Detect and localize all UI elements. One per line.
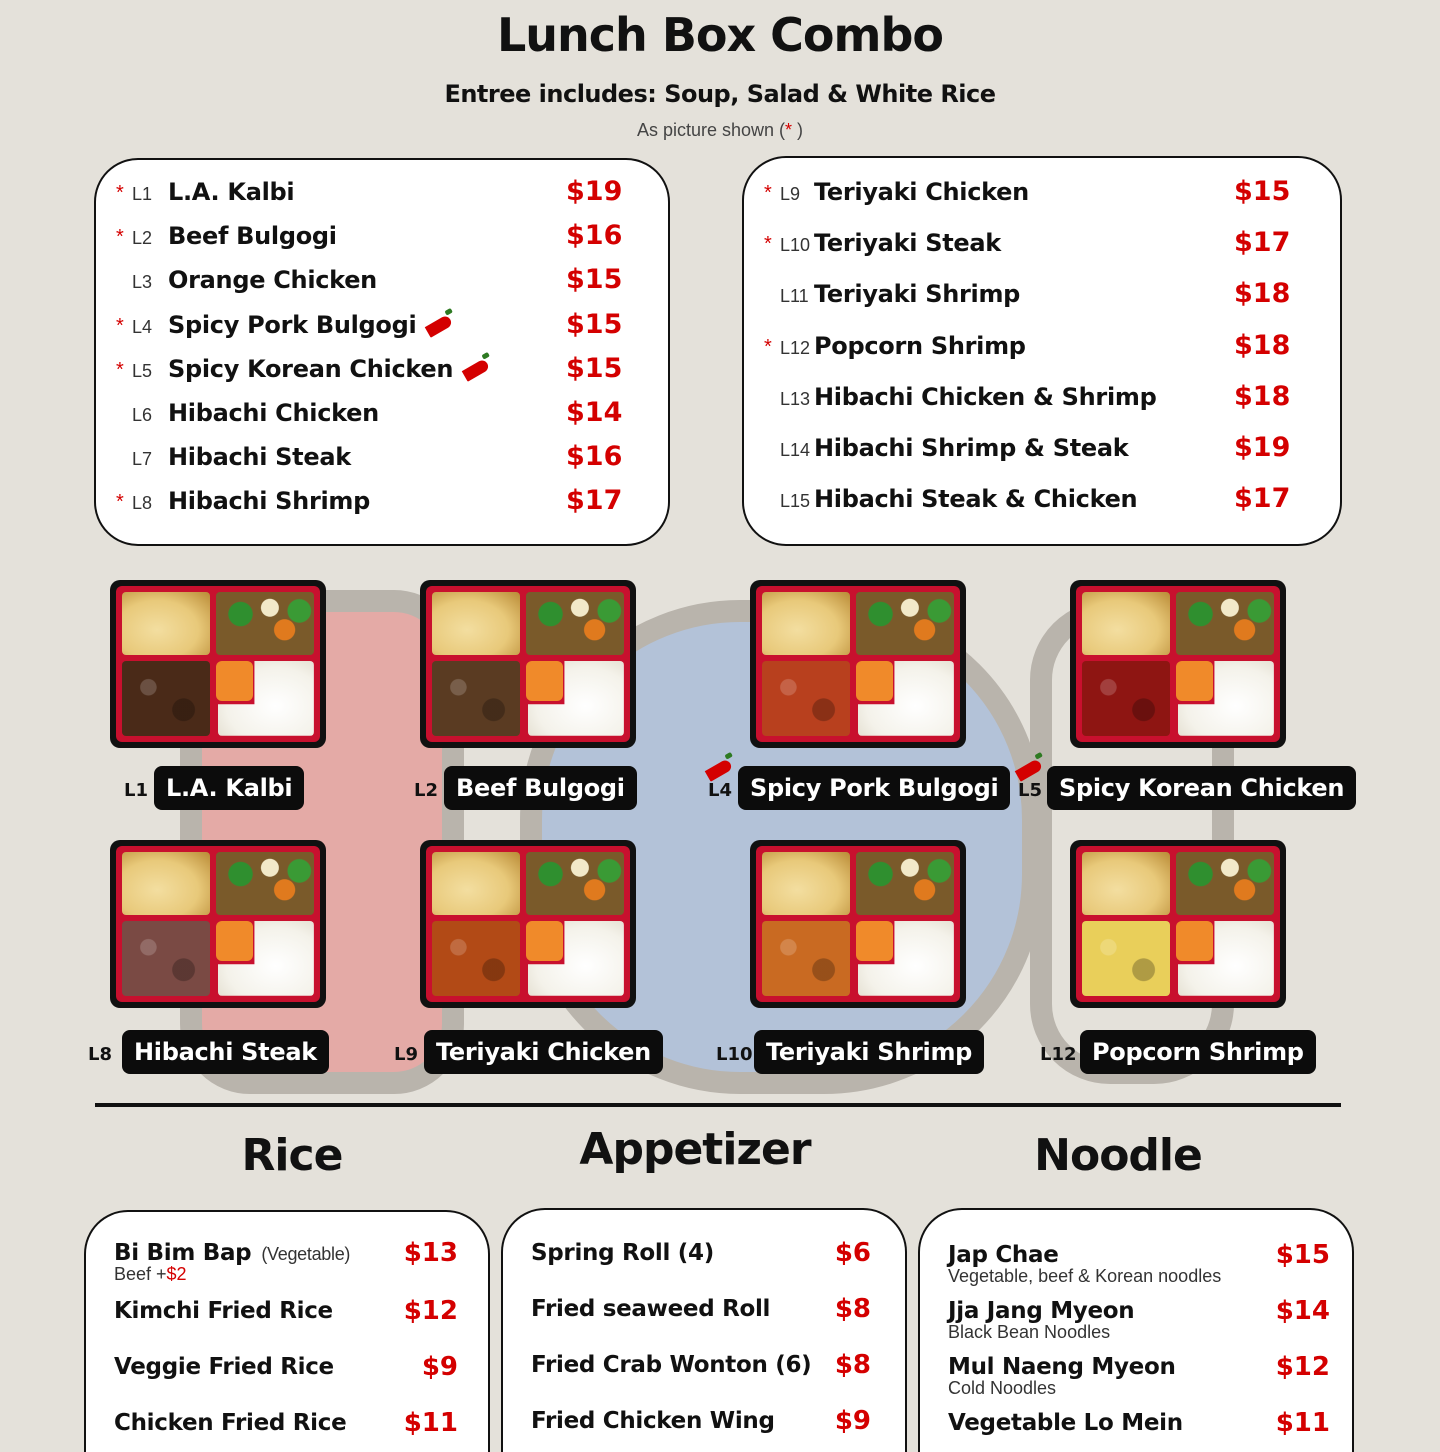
combo-price: $15: [566, 308, 623, 340]
combo-name: Teriyaki Chicken: [814, 178, 1029, 206]
combo-name: Hibachi Steak & Chicken: [814, 485, 1138, 514]
picture-label: Beef Bulgogi: [444, 766, 637, 810]
picture-code: L1: [124, 780, 148, 801]
combo-code: L4: [132, 316, 153, 337]
combo-code: L8: [132, 493, 153, 514]
bento-tray: [116, 586, 320, 742]
combo-code: L5: [132, 360, 153, 381]
section-title-rice: Rice: [241, 1130, 343, 1181]
bento-photo: [1070, 580, 1286, 748]
bento-tray: [1076, 846, 1280, 1002]
rice-item-price: $9: [421, 1352, 458, 1382]
combo-price: $16: [566, 220, 623, 252]
entree-compartment: [1082, 661, 1170, 736]
combo-code: L12: [780, 337, 811, 358]
combo-price: $17: [1234, 227, 1291, 259]
rice-item: [114, 1240, 458, 1285]
sauce-cup: [856, 921, 893, 962]
combo-code: L1: [132, 184, 153, 204]
noodle-item-sub: Black Bean Noodles: [948, 1322, 1111, 1342]
sauce-cup: [526, 661, 563, 702]
picture-note-suffix: ): [792, 120, 804, 140]
entree-compartment: [762, 921, 850, 996]
noodle-item: [948, 1354, 1330, 1399]
combo-star: *: [116, 314, 124, 337]
noodle-item-price: $12: [1275, 1352, 1330, 1382]
entree-compartment: [122, 661, 210, 736]
rice-item-price: $13: [403, 1238, 458, 1268]
noodle-item-name: Jja Jang Myeon: [948, 1298, 1135, 1324]
noodle-item: [948, 1242, 1330, 1287]
combo-row: [744, 280, 1340, 320]
rice-item-price: $12: [403, 1296, 458, 1326]
appetizer-item: [531, 1408, 871, 1434]
vegetable-compartment: [216, 592, 314, 654]
combo-name: Hibachi Chicken & Shrimp: [814, 382, 1157, 411]
bento-photo: [420, 840, 636, 1008]
sauce-cup: [216, 921, 253, 962]
combo-star: *: [116, 358, 124, 381]
chili-icon: [462, 358, 491, 381]
sauce-cup: [1176, 921, 1213, 962]
noodle-item-sub: Cold Noodles: [948, 1378, 1057, 1398]
rice-item: [114, 1410, 458, 1436]
vegetable-compartment: [1176, 592, 1274, 654]
noodle-item: [948, 1298, 1330, 1343]
combo-price: $15: [566, 264, 623, 296]
picture-label: Teriyaki Shrimp: [754, 1030, 984, 1074]
combo-star: *: [116, 226, 124, 249]
rice-item: [114, 1298, 458, 1324]
appetizer-item: [531, 1296, 871, 1322]
combo-name: [168, 355, 489, 383]
appetizer-item-name: Fried Crab Wonton (6): [531, 1352, 812, 1378]
section-divider: [95, 1103, 1341, 1107]
noodle-item-price: $15: [1275, 1240, 1330, 1270]
entree-compartment: [1082, 921, 1170, 996]
combo-menu-right: [742, 156, 1342, 546]
combo-row: [744, 380, 1340, 423]
rice-menu-box: [84, 1210, 490, 1452]
noodle-item-name: Vegetable Lo Mein: [948, 1410, 1183, 1436]
combo-row: [744, 485, 1340, 525]
dumpling-compartment: [432, 592, 520, 654]
combo-code: L10: [780, 235, 811, 256]
bento-tray: [1076, 586, 1280, 742]
picture-label: Spicy Pork Bulgogi: [738, 766, 1010, 810]
appetizer-item-price: $8: [834, 1350, 871, 1380]
dumpling-compartment: [1082, 592, 1170, 654]
combo-menu-left: [94, 158, 670, 546]
picture-code: L12: [1040, 1044, 1077, 1065]
bento-photo: [750, 580, 966, 748]
rice-item-name: [114, 1354, 458, 1380]
bento-photo: [420, 580, 636, 748]
combo-row: [744, 329, 1340, 372]
combo-name-text: Spicy Korean Chicken: [168, 354, 454, 383]
combo-star: *: [764, 233, 772, 256]
appetizer-item-name: Fried Chicken Wing: [531, 1408, 775, 1434]
combo-row: [96, 487, 668, 527]
combo-price: $19: [1234, 432, 1291, 463]
combo-price: $18: [1234, 278, 1291, 310]
combo-name-text: Spicy Pork Bulgogi: [168, 310, 417, 339]
combo-row: [744, 434, 1340, 474]
picture-note: [0, 120, 1440, 141]
bento-tray: [756, 846, 960, 1002]
noodle-item-name: Jap Chae: [948, 1242, 1059, 1268]
combo-row: [96, 443, 668, 483]
rice-item-name-text: Veggie Fried Rice: [114, 1354, 334, 1380]
combo-name: Popcorn Shrimp: [814, 331, 1026, 360]
picture-note-star: *: [785, 120, 793, 140]
rice-item-name-text: Chicken Fried Rice: [114, 1410, 347, 1436]
combo-star: *: [764, 182, 772, 204]
combo-name-text: Hibachi Chicken: [168, 399, 379, 427]
combo-name: [168, 311, 452, 339]
entree-compartment: [762, 661, 850, 736]
combo-code: L11: [780, 286, 809, 307]
appetizer-item: [531, 1240, 871, 1266]
combo-star: *: [116, 491, 124, 514]
rice-item-name-text: Kimchi Fried Rice: [114, 1298, 333, 1324]
entree-compartment: [122, 921, 210, 996]
sauce-cup: [856, 661, 893, 702]
noodle-item-sub: Vegetable, beef & Korean noodles: [948, 1266, 1222, 1286]
combo-row: [96, 178, 668, 218]
noodle-item: [948, 1410, 1330, 1436]
picture-code: L9: [394, 1044, 418, 1065]
combo-row: [96, 399, 668, 439]
rice-item-sub-prefix: Beef +: [114, 1264, 167, 1284]
bento-photo: [110, 580, 326, 748]
picture-code: L8: [88, 1044, 112, 1065]
combo-row: [96, 308, 668, 351]
combo-name: Teriyaki Shrimp: [814, 280, 1021, 309]
combo-code: L7: [132, 449, 153, 470]
rice-item-price: $11: [403, 1408, 458, 1438]
entree-compartment: [432, 661, 520, 736]
dumpling-compartment: [432, 852, 520, 914]
page-subtitle: Entree includes: Soup, Salad & White Rice: [444, 80, 996, 108]
appetizer-item: [531, 1352, 871, 1378]
combo-code: L2: [132, 228, 153, 249]
combo-code: L13: [780, 388, 811, 409]
combo-price: $18: [1234, 329, 1291, 361]
combo-name: Teriyaki Steak: [814, 229, 1001, 258]
picture-code: L5: [1018, 780, 1042, 801]
combo-price: $15: [1234, 176, 1291, 207]
combo-name-text: Hibachi Shrimp: [168, 487, 371, 516]
rice-item-note: (Vegetable): [261, 1244, 351, 1264]
page-title: Lunch Box Combo: [496, 8, 943, 62]
bento-tray: [756, 586, 960, 742]
picture-label: Hibachi Steak: [122, 1030, 329, 1074]
appetizer-item-price: $8: [834, 1294, 871, 1324]
picture-label: Popcorn Shrimp: [1080, 1030, 1316, 1074]
bento-photo: [1070, 840, 1286, 1008]
picture-code: L4: [708, 780, 732, 801]
section-title-noodle: Noodle: [1034, 1130, 1202, 1181]
appetizer-item-name: Spring Roll (4): [531, 1240, 714, 1266]
rice-item-name-text: Bi Bim Bap: [114, 1240, 252, 1266]
combo-code: L3: [132, 272, 153, 293]
bento-tray: [116, 846, 320, 1002]
appetizer-item-name: Fried seaweed Roll: [531, 1296, 771, 1322]
combo-price: $19: [566, 176, 623, 207]
picture-note-prefix: As picture shown (: [636, 120, 786, 140]
picture-label: L.A. Kalbi: [154, 766, 304, 810]
sauce-cup: [526, 921, 563, 962]
chili-icon: [425, 314, 454, 337]
noodle-item-price: $11: [1275, 1408, 1330, 1438]
entree-compartment: [432, 921, 520, 996]
noodle-menu-box: [918, 1208, 1354, 1452]
combo-name: [168, 266, 377, 294]
vegetable-compartment: [526, 592, 624, 654]
picture-code: L10: [716, 1044, 753, 1065]
bento-photo: [110, 840, 326, 1008]
rice-item: [114, 1354, 458, 1380]
combo-name: [168, 178, 294, 206]
vegetable-compartment: [1176, 852, 1274, 914]
rice-item-sub-price: $2: [166, 1264, 187, 1284]
combo-row: [96, 222, 668, 262]
combo-name-text: Beef Bulgogi: [168, 222, 337, 251]
combo-code: L15: [780, 491, 811, 512]
dumpling-compartment: [122, 852, 210, 914]
bento-tray: [426, 586, 630, 742]
noodle-item-name: Mul Naeng Myeon: [948, 1354, 1176, 1380]
combo-name: [168, 487, 370, 515]
bento-photo: [750, 840, 966, 1008]
vegetable-compartment: [856, 852, 954, 914]
combo-price: $18: [1234, 380, 1291, 412]
vegetable-compartment: [526, 852, 624, 914]
noodle-item-price: $14: [1275, 1296, 1330, 1326]
combo-price: $17: [1234, 483, 1291, 515]
sauce-cup: [1176, 661, 1213, 702]
appetizer-item-price: $6: [834, 1238, 871, 1268]
picture-code: L2: [414, 780, 438, 801]
combo-star: *: [116, 182, 124, 204]
bento-tray: [426, 846, 630, 1002]
section-title-appetizer: Appetizer: [579, 1124, 811, 1175]
picture-label: Spicy Korean Chicken: [1047, 766, 1356, 810]
combo-star: *: [764, 335, 772, 358]
combo-code: L6: [132, 405, 153, 425]
appetizer-item-price: $9: [834, 1406, 871, 1436]
combo-code: L14: [780, 440, 811, 460]
sauce-cup: [216, 661, 253, 702]
combo-name: [168, 443, 351, 471]
dumpling-compartment: [122, 592, 210, 654]
picture-label: Teriyaki Chicken: [424, 1030, 663, 1074]
combo-price: $17: [566, 485, 623, 517]
dumpling-compartment: [762, 592, 850, 654]
appetizer-menu-box: [501, 1208, 907, 1452]
combo-name: Hibachi Shrimp & Steak: [814, 434, 1129, 462]
combo-name-text: L.A. Kalbi: [168, 178, 295, 206]
dumpling-compartment: [1082, 852, 1170, 914]
combo-row: [96, 352, 668, 395]
combo-name: [168, 222, 337, 250]
combo-row: [744, 178, 1340, 218]
combo-name-text: Orange Chicken: [168, 266, 377, 295]
combo-name-text: Hibachi Steak: [168, 443, 351, 472]
combo-price: $16: [566, 441, 623, 473]
combo-code: L9: [780, 184, 801, 204]
combo-price: $15: [566, 352, 623, 384]
combo-row: [744, 229, 1340, 269]
combo-name: [168, 399, 379, 427]
dumpling-compartment: [762, 852, 850, 914]
vegetable-compartment: [856, 592, 954, 654]
combo-price: $14: [566, 397, 623, 428]
vegetable-compartment: [216, 852, 314, 914]
combo-row: [96, 266, 668, 306]
